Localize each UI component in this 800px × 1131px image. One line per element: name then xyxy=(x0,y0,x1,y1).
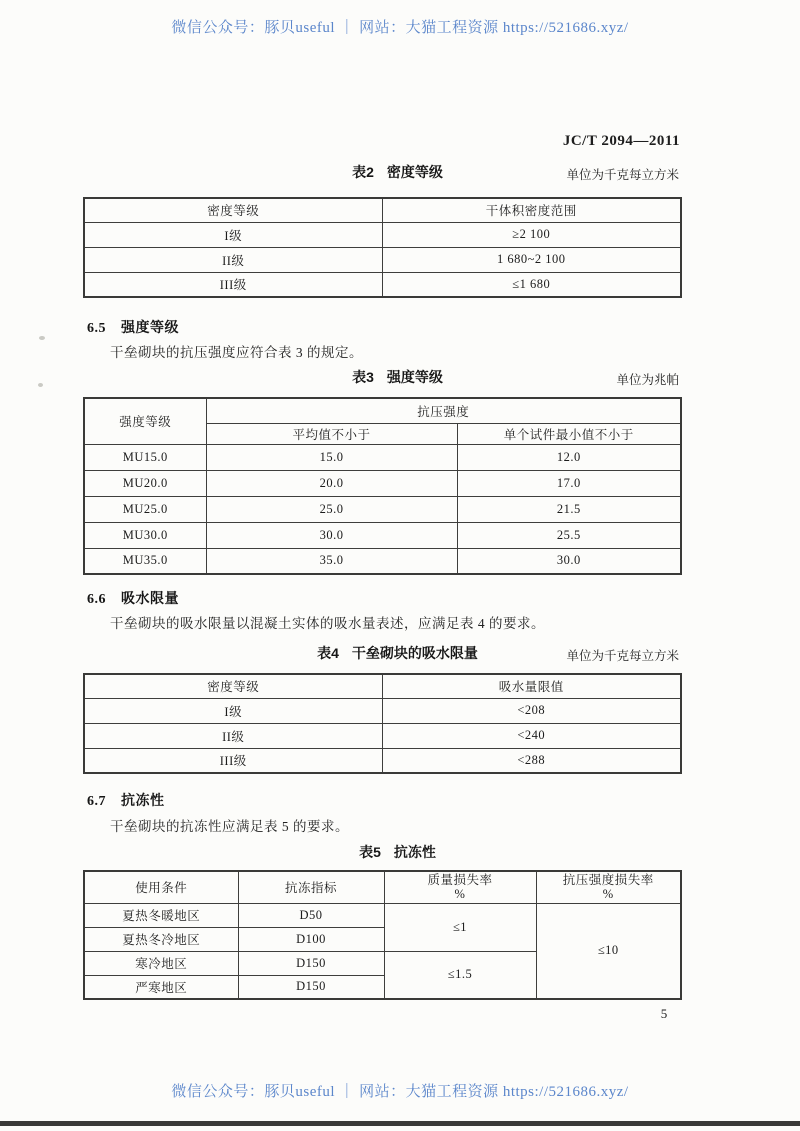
watermark-top: 微信公众号：豚贝useful ｜ 网站：大猫工程资源 https://521686.xyz/ xyxy=(171,20,629,36)
table2-caption-title: 密度等级 xyxy=(386,164,443,180)
section-number: 6.6 xyxy=(87,592,106,607)
table-cell: 30.0 xyxy=(457,548,681,574)
table-cell-strength-loss: ≤10 xyxy=(536,903,681,999)
table-row xyxy=(84,496,681,522)
scan-speck xyxy=(38,383,43,387)
table-cell: III级 xyxy=(84,748,382,773)
table3-unit-note: 单位为兆帕 xyxy=(616,373,679,387)
table3-subheader-mean: 平均值不小于 xyxy=(206,423,457,444)
section-title: 吸水限量 xyxy=(121,590,179,606)
table-cell-mass-loss-2: ≤1.5 xyxy=(384,951,536,999)
table-row xyxy=(84,222,681,247)
section-6-7-paragraph: 干垒砌块的抗冻性应满足表 5 的要求。 xyxy=(110,819,349,834)
table-header-row xyxy=(84,398,681,423)
table2-header-density-range: 干体积密度范围 xyxy=(382,198,681,222)
table-header-row xyxy=(84,198,681,222)
table5-caption xyxy=(99,842,696,862)
table-row xyxy=(84,272,681,297)
table-cell: D100 xyxy=(238,927,384,951)
table-cell: 20.0 xyxy=(206,470,457,496)
section-number: 6.7 xyxy=(87,794,106,809)
table-header-row xyxy=(84,674,681,698)
table-frost-resistance xyxy=(83,870,682,1000)
table3-header-grade: 强度等级 xyxy=(84,398,206,444)
table-cell: 寒冷地区 xyxy=(84,951,238,975)
table-row xyxy=(84,444,681,470)
table-cell: MU35.0 xyxy=(84,548,206,574)
table4-caption-title: 干垒砌块的吸水限量 xyxy=(351,645,478,661)
table-row xyxy=(84,698,681,723)
table3-caption-title: 强度等级 xyxy=(386,369,443,385)
table-row xyxy=(84,522,681,548)
table-cell: II级 xyxy=(84,247,382,272)
table-cell: D150 xyxy=(238,951,384,975)
table-cell: MU15.0 xyxy=(84,444,206,470)
section-number: 6.5 xyxy=(87,321,106,336)
table-cell: 夏热冬暖地区 xyxy=(84,903,238,927)
table-cell: I级 xyxy=(84,222,382,247)
table-cell: 夏热冬冷地区 xyxy=(84,927,238,951)
table-density-grades xyxy=(83,197,682,298)
table-row xyxy=(84,470,681,496)
section-6-6-paragraph: 干垒砌块的吸水限量以混凝土实体的吸水量表述，应满足表 4 的要求。 xyxy=(110,616,545,631)
table-row xyxy=(84,723,681,748)
table-cell: III级 xyxy=(84,272,382,297)
table-row xyxy=(84,247,681,272)
table-water-absorption-limits xyxy=(83,673,682,774)
section-6-5-paragraph: 干垒砌块的抗压强度应符合表 3 的规定。 xyxy=(110,345,363,360)
table-cell: 30.0 xyxy=(206,522,457,548)
table5-caption-label: 表5 xyxy=(359,844,381,860)
table5-header-strength-loss xyxy=(536,871,681,903)
table-cell: <288 xyxy=(382,748,681,773)
page-number: 5 xyxy=(660,1006,668,1021)
table-cell: 21.5 xyxy=(457,496,681,522)
table2-header-density-grade: 密度等级 xyxy=(84,198,382,222)
table5-header-mass-loss xyxy=(384,871,536,903)
table-cell: <240 xyxy=(382,723,681,748)
table-header-row xyxy=(84,871,681,903)
table-cell: 17.0 xyxy=(457,470,681,496)
table-strength-grades xyxy=(83,397,682,575)
table-cell: 15.0 xyxy=(206,444,457,470)
table3-caption-label: 表3 xyxy=(352,369,374,385)
table-cell: MU20.0 xyxy=(84,470,206,496)
table4-header-density-grade: 密度等级 xyxy=(84,674,382,698)
header-line: 抗压强度损失率 xyxy=(562,873,654,888)
percent-sign: % xyxy=(602,887,614,902)
table-cell: I级 xyxy=(84,698,382,723)
section-6-6-heading xyxy=(87,588,179,608)
table3-caption xyxy=(99,367,696,387)
section-6-5-heading xyxy=(87,317,179,337)
section-title: 强度等级 xyxy=(121,319,179,335)
table4-caption-row xyxy=(83,643,680,663)
table-cell: 严寒地区 xyxy=(84,975,238,999)
table2-unit-note: 单位为千克每立方米 xyxy=(566,168,679,182)
table-cell: 25.0 xyxy=(206,496,457,522)
table-cell: <208 xyxy=(382,698,681,723)
doc-number: JC/T 2094—2011 xyxy=(562,133,680,149)
table3-subheader-min: 单个试件最小值不小于 xyxy=(457,423,681,444)
table-cell: 1 680~2 100 xyxy=(382,247,681,272)
table-row xyxy=(84,903,681,927)
table-row xyxy=(84,748,681,773)
table3-caption-row xyxy=(83,367,680,387)
watermark-bottom: 微信公众号：豚贝useful ｜ 网站：大猫工程资源 https://521686.xyz/ xyxy=(171,1084,629,1100)
scan-speck xyxy=(39,336,45,340)
table-cell: 25.5 xyxy=(457,522,681,548)
table-row xyxy=(84,548,681,574)
table-cell: 35.0 xyxy=(206,548,457,574)
table4-header-absorption-limit: 吸水量限值 xyxy=(382,674,681,698)
table5-caption-row xyxy=(83,842,680,862)
table-cell: D50 xyxy=(238,903,384,927)
table5-header-use-condition: 使用条件 xyxy=(84,871,238,903)
scan-edge-bar xyxy=(0,1121,800,1126)
table5-caption-title: 抗冻性 xyxy=(393,844,436,860)
table2-caption-row xyxy=(83,162,680,182)
table-cell: II级 xyxy=(84,723,382,748)
table3-header-compressive-strength: 抗压强度 xyxy=(206,398,681,423)
table4-unit-note: 单位为千克每立方米 xyxy=(566,649,679,663)
section-title: 抗冻性 xyxy=(121,792,165,808)
table-cell: D150 xyxy=(238,975,384,999)
table-cell: MU25.0 xyxy=(84,496,206,522)
percent-sign: % xyxy=(454,887,466,902)
table4-caption-label: 表4 xyxy=(317,645,339,661)
table-cell: MU30.0 xyxy=(84,522,206,548)
table-cell: ≥2 100 xyxy=(382,222,681,247)
header-line: 质量损失率 xyxy=(427,873,493,888)
table5-header-frost-index: 抗冻指标 xyxy=(238,871,384,903)
section-6-7-heading xyxy=(87,790,165,810)
table-cell: 12.0 xyxy=(457,444,681,470)
table-cell: ≤1 680 xyxy=(382,272,681,297)
table-cell-mass-loss-1: ≤1 xyxy=(384,903,536,951)
table2-caption-label: 表2 xyxy=(352,164,374,180)
